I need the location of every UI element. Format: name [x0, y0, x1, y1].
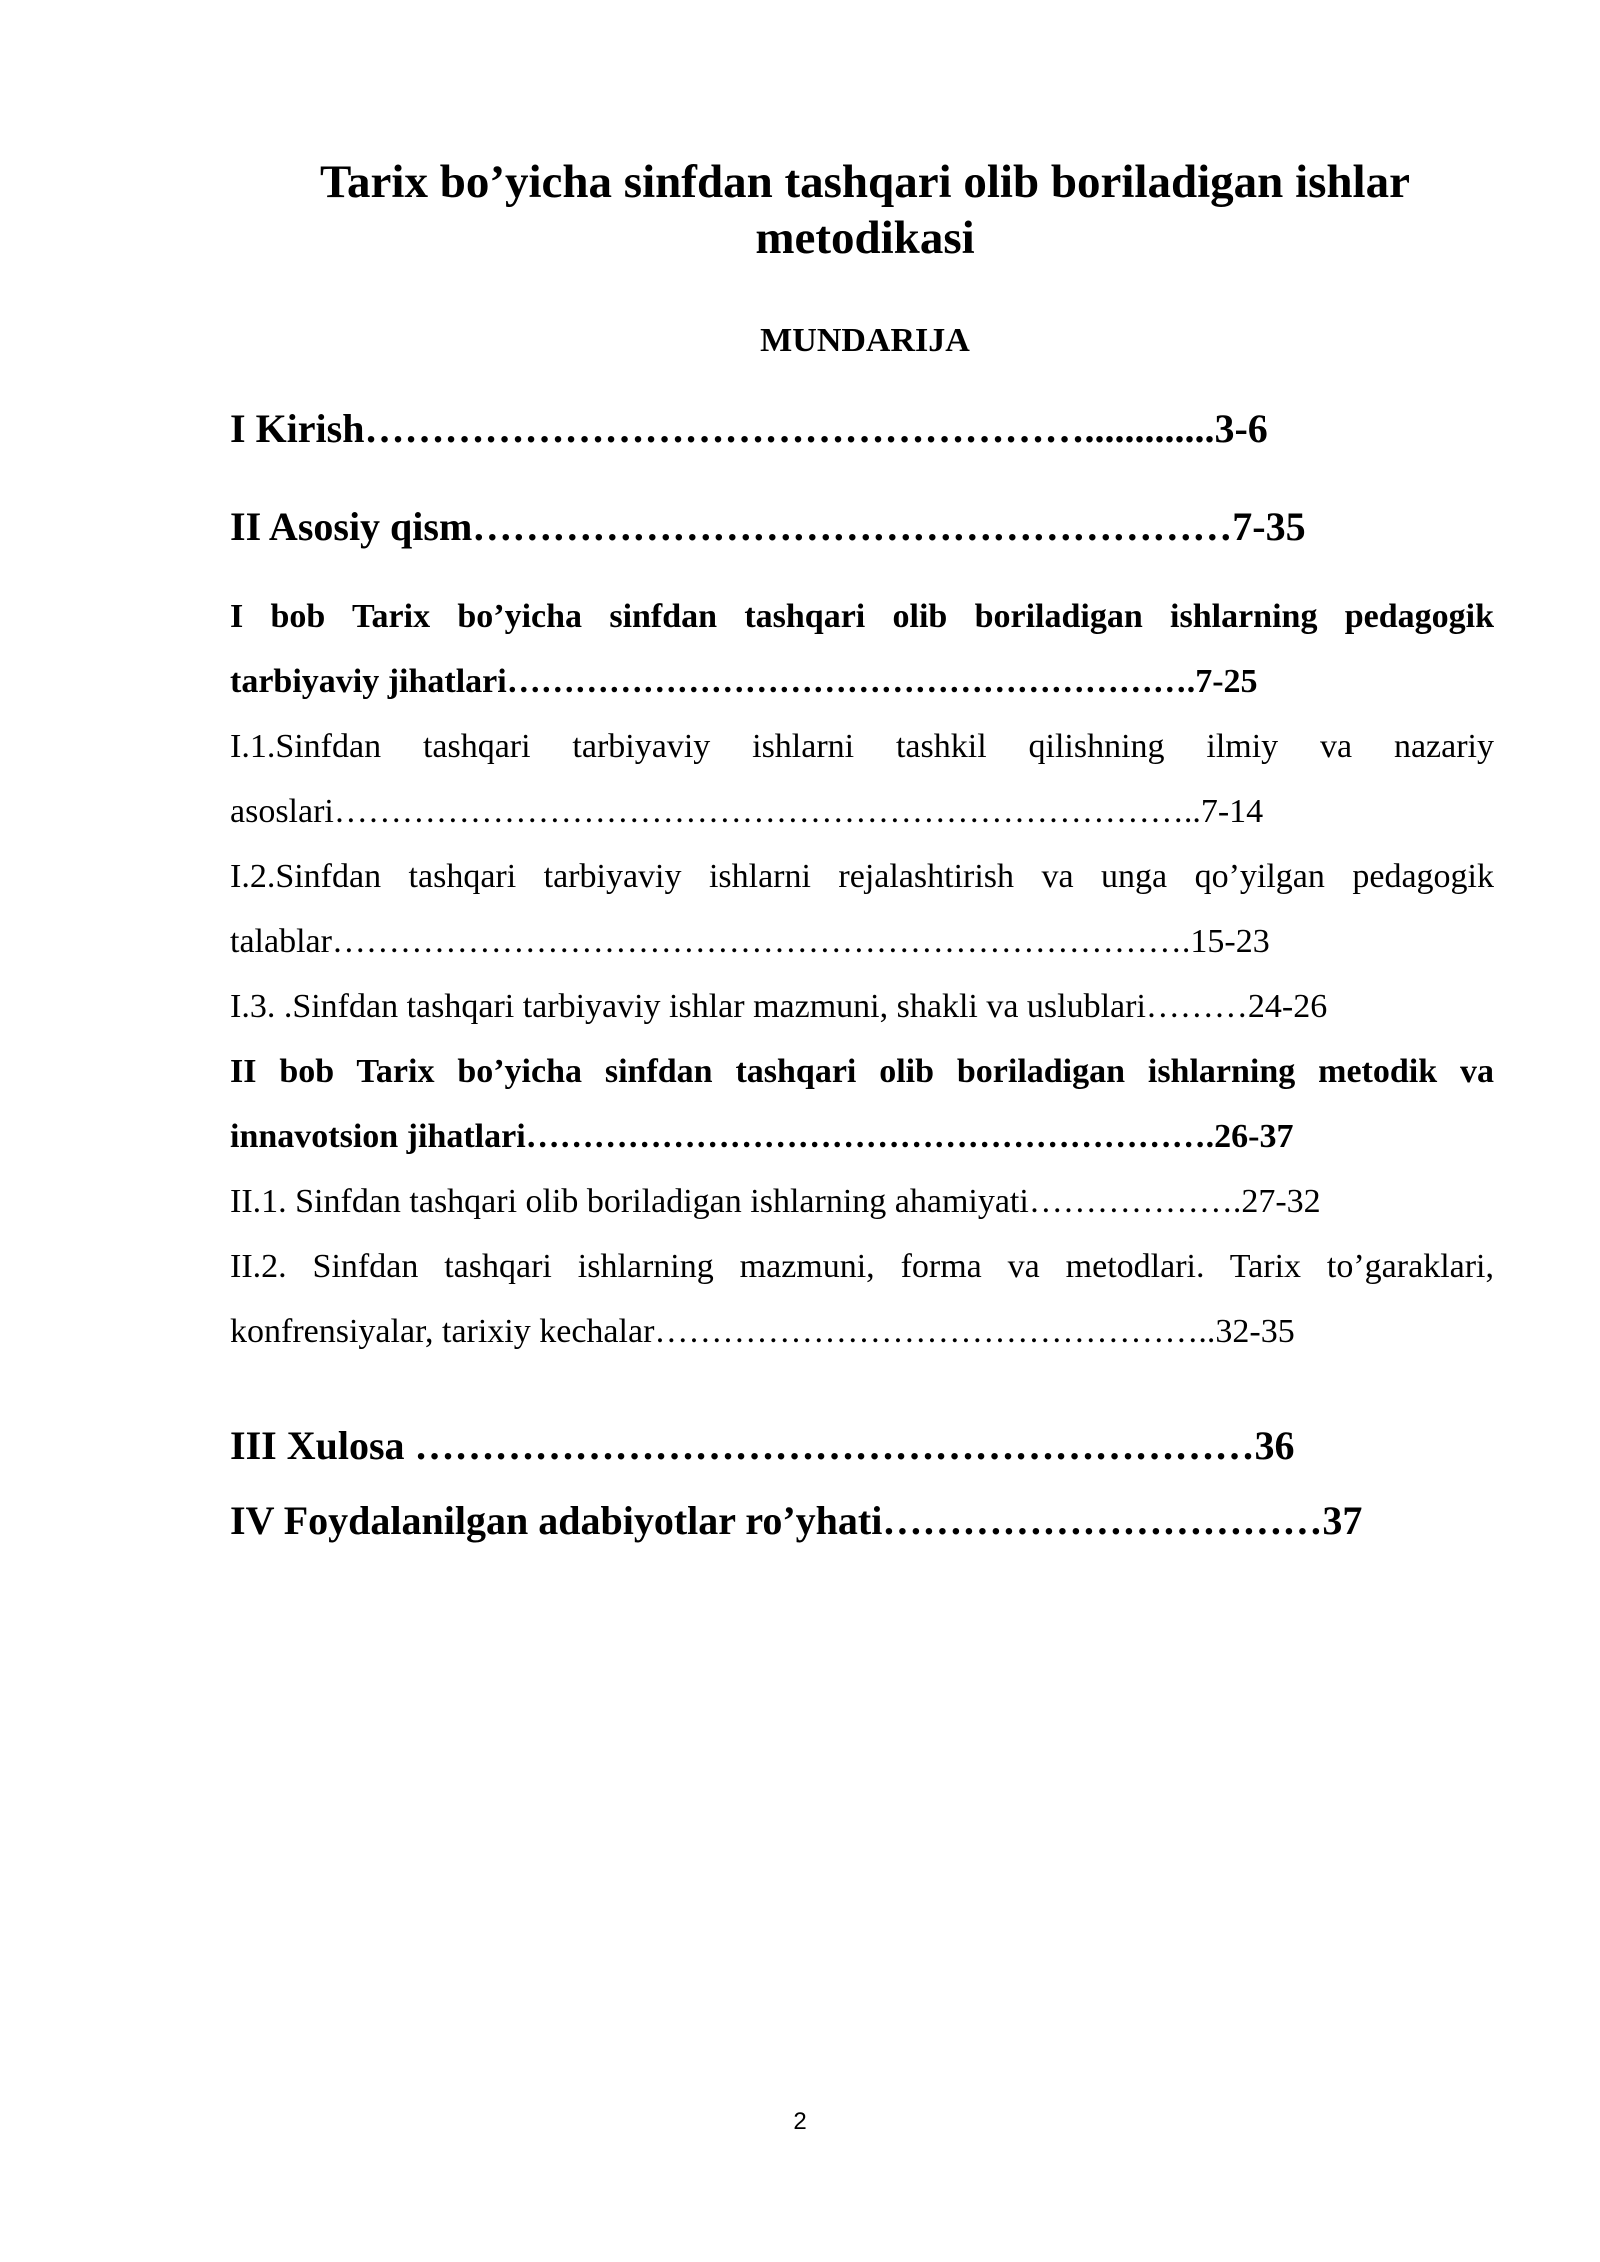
- toc-entry-xulosa: III Xulosa ………………………………………………………36: [230, 1423, 1295, 1468]
- toc-entry-2-1: II.1. Sinfdan tashqari olib boriladigan ishlarning ahamiyati……………….27-32: [230, 1183, 1321, 1220]
- contents-heading: MUNDARIJA: [760, 322, 970, 359]
- toc-entry-asosiy-qism: II Asosiy qism…………………………………………………7-35: [230, 504, 1306, 549]
- toc-entry-1-3: I.3. .Sinfdan tashqari tarbiyaviy ishlar mazmuni, shakli va uslublari………24-26: [230, 988, 1328, 1025]
- title-line-2: metodikasi: [755, 212, 975, 264]
- toc-entry-2-2-line-1: II.2. Sinfdan tashqari ishlarning mazmuni, forma va metodlari. Tarix to’garaklari,: [230, 1248, 1494, 1285]
- toc-entry-2-2-line-2: konfrensiyalar, tarixiy kechalar…………………………………………..32-35: [230, 1313, 1295, 1350]
- toc-entry-1-1-line-2: asoslari…………………………………………………………………..7-14: [230, 793, 1264, 830]
- document-title: [230, 154, 1500, 266]
- page-number: 2: [793, 2108, 807, 2135]
- toc-entry-chapter-1-line-1: I bob Tarix bo’yicha sinfdan tashqari olib boriladigan ishlarning pedagogik: [230, 598, 1494, 635]
- toc-entry-chapter-2-line-2: innavotsion jihatlari…………………………………………………….26-37: [230, 1118, 1294, 1155]
- title-line-1: Tarix bo’yicha sinfdan tashqari olib boriladigan ishlar: [320, 156, 1410, 208]
- toc-entry-kirish: I Kirish……………………………………………….............3-6: [230, 406, 1268, 451]
- toc-entry-chapter-2-line-1: II bob Tarix bo’yicha sinfdan tashqari olib boriladigan ishlarning metodik va: [230, 1053, 1494, 1090]
- toc-entry-1-1-line-1: I.1.Sinfdan tashqari tarbiyaviy ishlarni tashkil qilishning ilmiy va nazariy: [230, 728, 1494, 765]
- toc-entry-1-2-line-2: talablar………………………………………………………………….15-23: [230, 923, 1270, 960]
- toc-entry-chapter-1-line-2: tarbiyaviy jihatlari…………………………………………………….7-25: [230, 663, 1258, 700]
- toc-entry-1-2-line-1: I.2.Sinfdan tashqari tarbiyaviy ishlarni rejalashtirish va unga qo’yilgan pedagogik: [230, 858, 1494, 895]
- toc-entry-adabiyotlar: IV Foydalanilgan adabiyotlar ro’yhati……………………………37: [230, 1498, 1363, 1543]
